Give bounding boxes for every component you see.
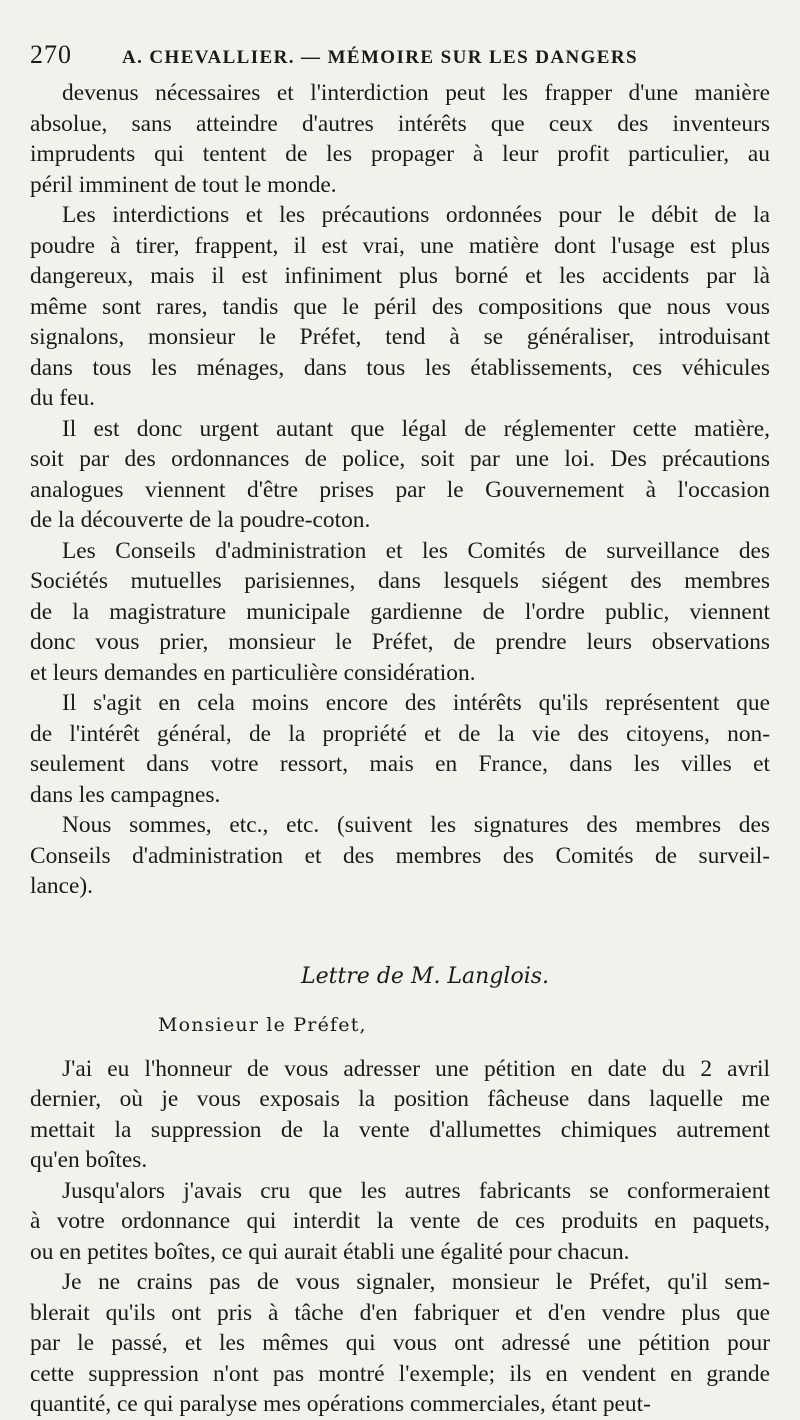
paragraph: [30, 810, 770, 902]
text-line: soit par des ordonnances de police, soit par une loi. Des précautions: [30, 446, 770, 472]
text-line: ou en petites boîtes, ce qui aurait établi une égalité pour chacun.: [30, 1238, 630, 1265]
running-title: A. CHEVALLIER. — MÉMOIRE SUR LES DANGERS: [122, 47, 638, 68]
text-line: et leurs demandes en particulière considération.: [30, 659, 476, 686]
text-line: dangereux, mais il est infiniment plus borné et les accidents par là: [30, 263, 770, 289]
text-line: lance).: [30, 873, 93, 899]
text-line: du feu.: [30, 385, 95, 411]
text-line: Il s'agit en cela moins encore des intérêts qu'ils représentent que: [62, 690, 770, 716]
paragraph: [30, 78, 770, 200]
text-line: Nous sommes, etc., etc. (suivent les signatures des membres des: [62, 812, 770, 838]
text-line: seulement dans votre ressort, mais en France, dans les villes et: [30, 751, 770, 777]
text-line: signalons, monsieur le Préfet, tend à se généraliser, introduisant: [30, 324, 770, 350]
letter-text: [30, 1054, 770, 1420]
paragraph: [30, 200, 770, 414]
paragraph: [30, 1176, 770, 1268]
text-line: dans les campagnes.: [30, 781, 221, 808]
text-line: de la découverte de la poudre-coton.: [30, 507, 371, 533]
paragraph: [30, 688, 770, 810]
text-line: J'ai eu l'honneur de vous adresser une pétition en date du 2 avril: [62, 1055, 770, 1082]
page-number: 270: [30, 40, 72, 69]
text-line: Conseils d'administration et des membres des Comités de surveil-: [30, 842, 770, 869]
paragraph: [30, 1267, 770, 1420]
text-line: dans tous les ménages, dans tous les établissements, ces véhicules: [30, 354, 770, 381]
text-line: par le passé, et les mêmes qui vous ont adressé une pétition pour: [30, 1330, 770, 1356]
text-line: cette suppression n'ont pas montré l'exemple; ils en vendent en grande: [30, 1360, 770, 1387]
text-line: dernier, où je vous exposais la position fâcheuse dans laquelle me: [30, 1086, 770, 1112]
text-line: péril imminent de tout le monde.: [30, 171, 337, 198]
text-line: analogues viennent d'être prises par le Gouvernement à l'occasion: [30, 476, 770, 503]
text-line: Je ne crains pas de vous signaler, monsieur le Préfet, qu'il sem-: [62, 1269, 770, 1295]
text-line: blerait qu'ils ont pris à tâche d'en fabriquer et d'en vendre plus que: [30, 1299, 770, 1326]
text-line: imprudents qui tentent de les propager à leur profit particulier, au: [30, 141, 770, 167]
text-line: mettait la suppression de la vente d'allumettes chimiques autrement: [30, 1116, 770, 1143]
text-line: à votre ordonnance qui interdit la vente de ces produits en paquets,: [30, 1208, 770, 1234]
paragraph: [30, 536, 770, 689]
running-head: [30, 40, 770, 78]
text-line: Les Conseils d'administration et les Comités de surveillance des: [62, 537, 770, 564]
text-line: Sociétés mutuelles parisiennes, dans lesquels siégent des membres: [30, 568, 770, 594]
text-line: de la magistrature municipale gardienne de l'ordre public, viennent: [30, 598, 770, 625]
text-line: quantité, ce qui paralyse mes opérations commerciales, étant peut-: [30, 1391, 651, 1417]
paragraph: [30, 414, 770, 536]
text-line: Il est donc urgent autant que légal de réglementer cette matière,: [62, 415, 770, 442]
body-text: [30, 78, 770, 902]
letter-heading: Lettre de M. Langlois.: [300, 963, 550, 989]
paragraph: [30, 1054, 770, 1176]
text-line: poudre à tirer, frappent, il est vrai, une matière dont l'usage est plus: [30, 232, 770, 259]
text-line: même sont rares, tandis que le péril des compositions que nous vous: [30, 293, 770, 320]
salutation: Monsieur le Préfet,: [158, 1013, 367, 1036]
text-line: Jusqu'alors j'avais cru que les autres fabricants se conformeraient: [62, 1177, 770, 1204]
text-line: de l'intérêt général, de la propriété et de la vie des citoyens, non-: [30, 720, 770, 747]
text-line: qu'en boîtes.: [30, 1147, 148, 1173]
text-line: donc vous prier, monsieur le Préfet, de prendre leurs observations: [30, 629, 770, 655]
text-line: absolue, sans atteindre d'autres intérêts que ceux des inventeurs: [30, 110, 770, 137]
text-line: Les interdictions et les précautions ordonnées pour le débit de la: [62, 202, 770, 228]
text-line: devenus nécessaires et l'interdiction peut les frapper d'une manière: [62, 80, 770, 106]
